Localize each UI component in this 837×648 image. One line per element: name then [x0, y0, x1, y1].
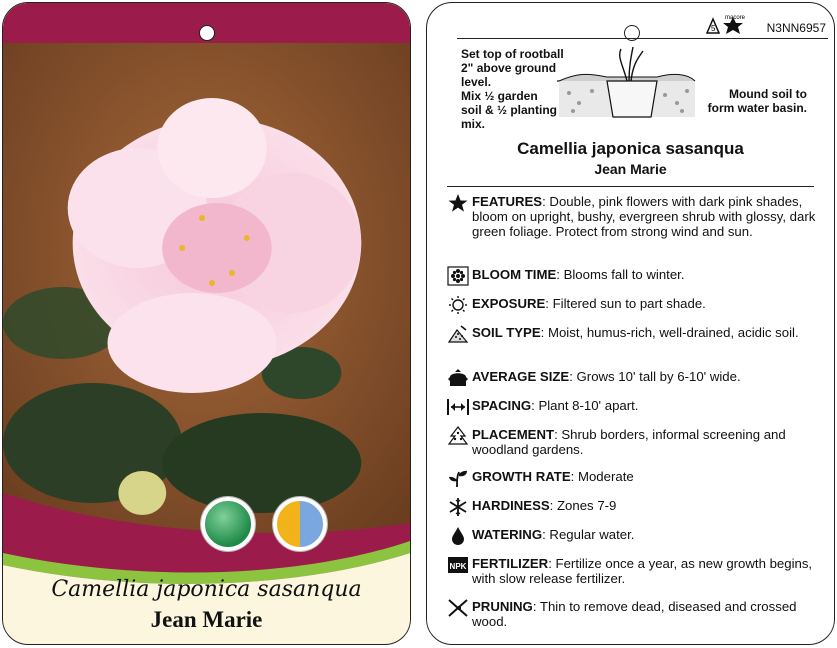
recycle-icon: [703, 13, 763, 39]
info-soil-type: SOIL TYPE: Moist, humus-rich, well-drained, acidic soil.: [447, 325, 827, 340]
snowflake-icon: [447, 497, 469, 517]
diagram-label-mound: Mound soil to form water basin.: [707, 87, 807, 115]
star-icon: [447, 193, 469, 213]
info-fertilizer: NPK FERTILIZER: Fertilize once a year, as new growth begins, with slow release fertilizer.: [447, 556, 827, 586]
hang-hole: [199, 25, 215, 41]
svg-text:macore: macore: [725, 15, 746, 21]
diagram-label-rootball: Set top of rootball 2" above ground level.: [461, 47, 564, 89]
info-watering: WATERING: Regular water.: [447, 527, 827, 542]
front-botanical-name: Camellia japonica sasanqua: [51, 577, 362, 602]
product-code: N3NN6957: [766, 21, 826, 35]
info-exposure: EXPOSURE: Filtered sun to part shade.: [447, 296, 827, 311]
svg-text:5: 5: [711, 24, 716, 33]
front-tag: [2, 2, 411, 645]
flower-icon: [447, 266, 469, 286]
sun-icon: [447, 295, 469, 315]
diagram-label-mix: Mix ½ garden soil & ½ planting mix.: [461, 89, 558, 131]
size-icon: [447, 368, 469, 388]
back-title: Camellia japonica sasanqua: [517, 139, 744, 158]
npk-icon: [447, 555, 469, 575]
water-drop-icon: [447, 526, 469, 546]
spacing-arrows-icon: [447, 397, 469, 417]
placement-icon: [447, 426, 469, 446]
info-bloom-time: BLOOM TIME: Blooms fall to winter.: [447, 267, 827, 282]
info-growth-rate: GROWTH RATE: Moderate: [447, 469, 827, 484]
front-cultivar-name: Jean Marie: [150, 607, 263, 632]
info-placement: PLACEMENT: Shrub borders, informal screening and woodland gardens.: [447, 427, 827, 457]
info-features: FEATURES: Double, pink flowers with dark pink shades, bloom on upright, bushy, evergreen shrub with glossy, dark green foliage. Protect from strong wind and sun.: [447, 194, 827, 239]
evergreen-swatch: [201, 497, 255, 551]
top-rule: [457, 38, 828, 39]
svg-text:NPK: NPK: [449, 562, 467, 571]
shovel-soil-icon: [447, 324, 469, 344]
info-spacing: SPACING: Plant 8-10' apart.: [447, 398, 827, 413]
title-rule: [447, 186, 814, 187]
back-subtitle: Jean Marie: [594, 161, 667, 177]
pruners-icon: [447, 598, 469, 618]
info-pruning: PRUNING: Thin to remove dead, diseased and crossed wood.: [447, 599, 827, 629]
sprout-icon: [447, 468, 469, 488]
info-hardiness: HARDINESS: Zones 7-9: [447, 498, 827, 513]
back-tag: [426, 2, 835, 645]
sun-shade-swatch: [273, 497, 327, 551]
info-average-size: AVERAGE SIZE: Grows 10' tall by 6-10' wide.: [447, 369, 827, 384]
